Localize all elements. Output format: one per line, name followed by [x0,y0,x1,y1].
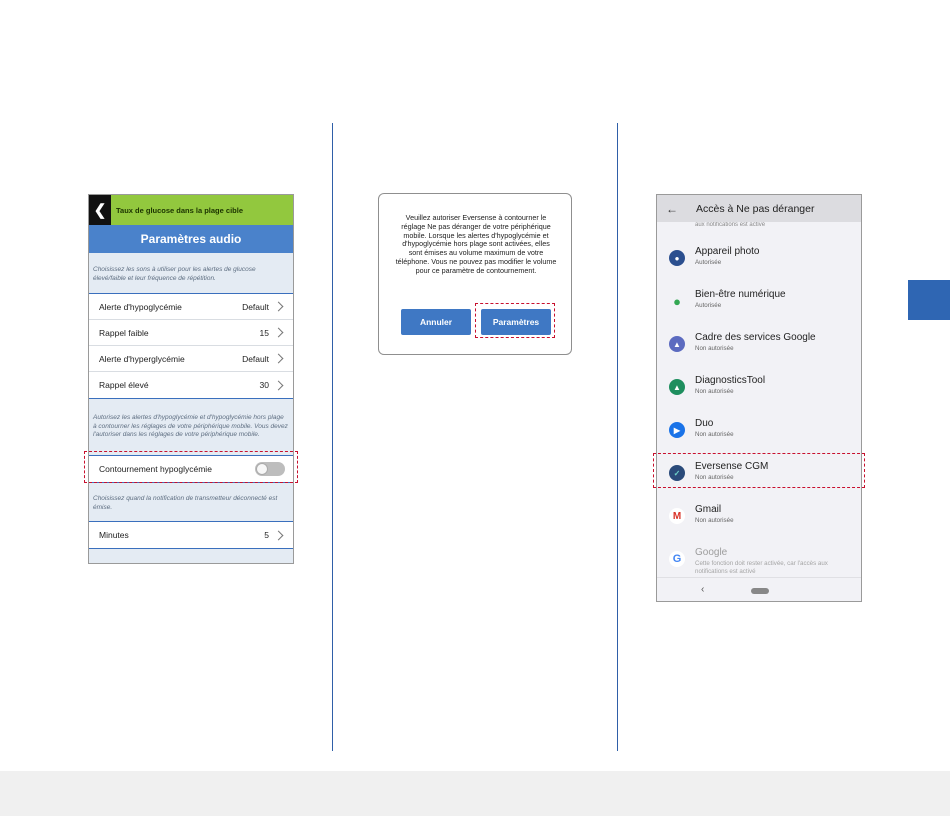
setting-value: 30 [259,380,269,390]
app-name: Cadre des services Google [695,332,816,343]
setting-label: Alerte d'hyperglycémie [99,353,185,364]
setting-value: Default [242,353,269,364]
google-icon: G [669,551,685,567]
sounds-description: Choisissez les sons à utiliser pour les alertes de glucose élevé/faible et leur fréquence de répétition. [93,266,256,282]
app-item-gmail[interactable] [657,496,862,539]
banner-text: Taux de glucose dans la plage cible [116,205,243,215]
app-item-duo[interactable] [657,410,862,453]
nav-home-pill[interactable] [751,588,769,594]
setting-value: Default [242,301,269,312]
clipped-status-text: aux notifications est activé [695,222,766,228]
setting-label: Rappel élevé [99,380,149,390]
app-status: Autorisée [695,302,722,309]
back-icon[interactable]: ❮ [89,195,111,225]
alert-settings-list [89,293,293,399]
chevron-right-icon [274,354,284,364]
camera-icon: ● [669,250,685,266]
app-status: Cette fonction doit rester activée, car l'accès aux notifications est activé [695,560,828,575]
setting-row-low-reminder[interactable] [89,320,293,346]
app-bar [657,195,861,222]
disconnect-setting [89,521,293,549]
highlight-bypass-toggle [84,451,298,483]
setting-value: 15 [259,327,269,338]
app-status: Non autorisée [695,474,734,481]
duo-icon: ▶ [669,422,685,438]
chevron-right-icon [274,530,284,540]
app-name: Duo [695,418,714,429]
wellbeing-icon: ● [673,293,681,309]
setting-row-low-alert[interactable] [89,294,293,320]
android-icon: ▲ [669,336,685,352]
app-name: Bien-être numérique [695,289,786,300]
chevron-right-icon [274,328,284,338]
app-item-google-services[interactable] [657,324,862,367]
app-name: Google [695,547,728,558]
column-divider [617,123,618,751]
app-name: Appareil photo [695,246,760,257]
setting-row-high-alert[interactable] [89,346,293,372]
android-nav-bar [657,577,862,602]
settings-button[interactable]: Paramètres [481,309,551,335]
eversense-icon: ✓ [669,465,685,481]
chevron-right-icon [274,380,284,390]
app-item-diagnostics[interactable] [657,367,862,410]
app-item-camera[interactable] [657,238,862,281]
app-name: Gmail [695,504,722,515]
screen-title: Paramètres audio [89,225,293,253]
glucose-status-banner [89,195,293,225]
setting-row-high-reminder[interactable] [89,372,293,398]
chapter-tab [908,280,950,320]
app-status: Non autorisée [695,431,734,438]
bypass-description: Autorisez les alertes d'hypoglycémie et d'hypoglycémie hors plage à contourner les réglages de votre périphérique mobile. Vous devez l'autoriser dans les réglages de votre périphérique mobile. [93,414,288,438]
bypass-label: Contournement hypoglycémie [99,464,212,474]
setting-row-minutes[interactable] [89,522,293,548]
app-name: Eversense CGM [695,461,769,472]
cancel-button[interactable]: Annuler [401,309,471,335]
android-icon: ▲ [669,379,685,395]
app-status: Autorisée [695,259,722,266]
chevron-right-icon [274,302,284,312]
highlight-settings-button [475,303,555,338]
column-divider [332,123,333,751]
setting-label: Rappel faible [99,327,149,338]
dialog-message: Veuillez autoriser Eversense à contourner le réglage Ne pas déranger de votre périphérique mobile. Lorsque les alertes d'hypoglycémie et d'hypoglycémie hors plage sont activées, elles sont émises au volume maximum de votre téléphone. Vous ne pouvez pas modifier le volume pour ce paramètre de contournement. [395,213,557,275]
audio-settings-screen [88,194,294,564]
highlight-eversense-item [653,453,865,488]
app-name: DiagnosticsTool [695,375,766,386]
setting-label: Minutes [99,530,129,540]
app-item-google [657,539,862,582]
setting-value: 5 [264,530,269,540]
gmail-icon: M [669,508,685,524]
app-status: Non autorisée [695,345,734,352]
app-status: Non autorisée [695,388,734,395]
back-arrow-icon[interactable]: ← [666,201,678,216]
dnd-access-screen [656,194,862,602]
screen-title: Accès à Ne pas déranger [696,202,815,215]
setting-label: Alerte d'hypoglycémie [99,301,182,312]
disconnect-description: Choisissez quand la notification de transmetteur déconnecté est émise. [93,495,278,511]
app-status: Non autorisée [695,517,734,524]
app-item-wellbeing[interactable] [657,281,862,324]
nav-back-icon[interactable]: ‹ [701,584,705,595]
footer-band [0,771,950,816]
